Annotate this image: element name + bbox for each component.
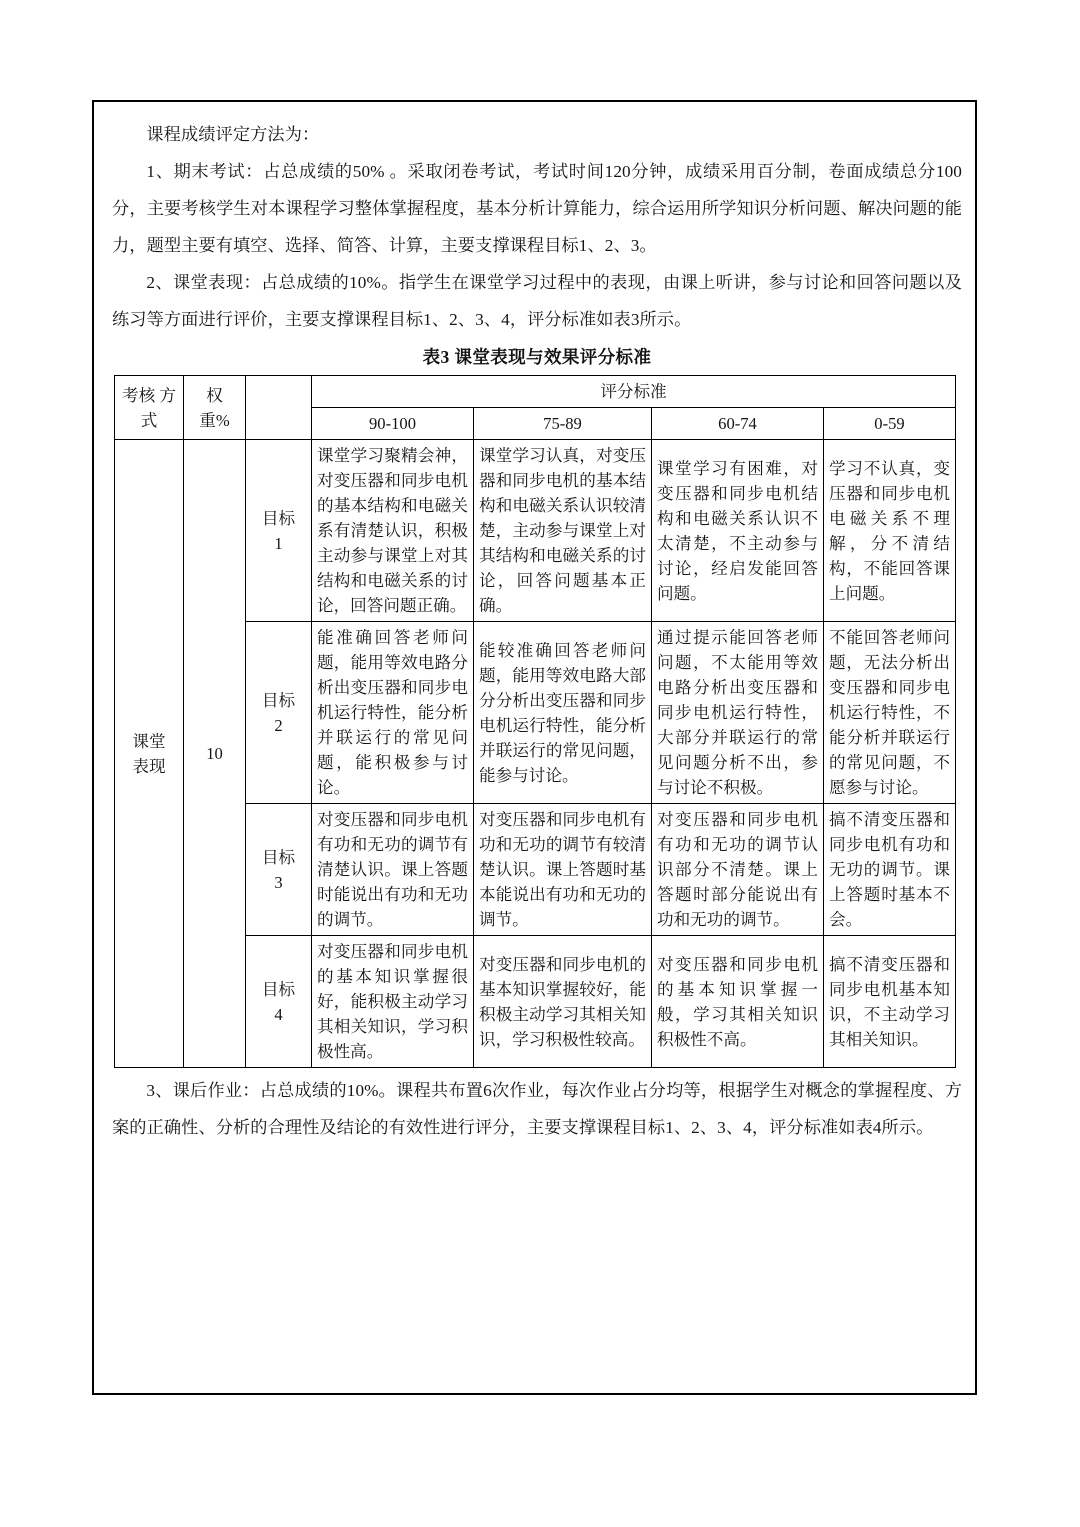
goal-3-number: 3 (274, 872, 283, 892)
table-caption: 表3 课堂表现与效果评分标准 (422, 347, 652, 367)
header-band-0-59: 0-59 (824, 408, 956, 440)
header-band-90-100: 90-100 (312, 408, 474, 440)
cell-goal3-band-75-89: 对变压器和同步电机有功和无功的调节有较清楚认识。课上答题时基本能说出有功和无功的调节。 (474, 804, 652, 936)
cell-goal2-band-60-74: 通过提示能回答老师问题，不太能用等效电路分析出变压器和同步电机运行特性，大部分并联运行的常见问题分析不出，参与讨论不积极。 (652, 622, 824, 804)
goal-1-number: 1 (274, 533, 283, 553)
cell-goal3-band-90-100: 对变压器和同步电机有功和无功的调节有清楚认识。课上答题时能说出有功和无功的调节。 (312, 804, 474, 936)
cell-goal3-band-60-74: 对变压器和同步电机有功和无功的调节认识部分不清楚。课上答题时部分能说出有功和无功的调节。 (652, 804, 824, 936)
method-line2: 表现 (132, 756, 166, 776)
header-weight-line1: 权 (206, 385, 223, 405)
document-page (92, 100, 977, 1395)
cell-goal4-band-60-74: 对变压器和同步电机的基本知识掌握一般，学习其相关知识积极性不高。 (652, 936, 824, 1068)
cell-goal1-band-90-100: 课堂学习聚精会神，对变压器和同步电机的基本结构和电磁关系有清楚认识，积极主动参与课堂上对其结构和电磁关系的讨论，回答问题正确。 (312, 440, 474, 622)
cell-goal2-band-90-100: 能准确回答老师问题，能用等效电路分析出变压器和同步电机运行特性，能分析并联运行的常见问题，能积极参与讨论。 (312, 622, 474, 804)
cell-goal4-band-0-59: 搞不清变压器和同步电机基本知识，不主动学习其相关知识。 (824, 936, 956, 1068)
cell-goal1-band-75-89: 课堂学习认真，对变压器和同步电机的基本结构和电磁关系认识较清楚，主动参与课堂上对其结构和电磁关系的讨论，回答问题基本正确。 (474, 440, 652, 622)
header-goal-blank (246, 376, 312, 440)
goal-1-label: 目标 (261, 508, 296, 528)
cell-goal-2 (246, 622, 312, 804)
cell-goal1-band-0-59: 学习不认真，变压器和同步电机电磁关系不理解，分不清结构，不能回答课上问题。 (824, 440, 956, 622)
paragraph-class-performance: 2、课堂表现：占总成绩的10%。指学生在课堂学习过程中的表现，由课上听讲，参与讨论和回答问题以及练习等方面进行评价，主要支撑课程目标1、2、3、4，评分标准如表3所示。 (112, 273, 962, 329)
header-band-75-89: 75-89 (474, 408, 652, 440)
cell-goal-3 (246, 804, 312, 936)
table-header-row-1 (115, 376, 956, 408)
cell-goal3-band-0-59: 搞不清变压器和同步电机有功和无功的调节。课上答题时基本不会。 (824, 804, 956, 936)
page-content (112, 114, 962, 1146)
method-line1: 课堂 (132, 731, 166, 751)
goal-4-number: 4 (274, 1004, 283, 1024)
cell-goal-4 (246, 936, 312, 1068)
header-assessment-method (115, 376, 184, 440)
cell-goal4-band-75-89: 对变压器和同步电机的基本知识掌握较好，能积极主动学习其相关知识，学习积极性较高。 (474, 936, 652, 1068)
goal-2-label: 目标 (261, 690, 296, 710)
header-method-line1: 考核 (122, 385, 156, 405)
intro-lead-paragraph: 课程成绩评定方法为： (146, 125, 320, 144)
cell-goal1-band-60-74: 课堂学习有困难，对变压器和同步电机结构和电磁关系认识不太清楚，不主动参与讨论，经启发能回答问题。 (652, 440, 824, 622)
goal-2-number: 2 (274, 715, 283, 735)
paragraph-homework: 3、课后作业：占总成绩的10%。课程共布置6次作业，每次作业占分均等，根据学生对概念的掌握程度、方案的正确性、分析的合理性及结论的有效性进行评分，主要支撑课程目标1、2、3、4，评分标准如表4所示。 (112, 1081, 962, 1137)
header-weight (184, 376, 246, 440)
goal-3-label: 目标 (261, 847, 296, 867)
header-criteria-group: 评分标准 (312, 376, 956, 408)
cell-goal4-band-90-100: 对变压器和同步电机的基本知识掌握很好，能积极主动学习其相关知识，学习积极性高。 (312, 936, 474, 1068)
header-method-line2: 方式 (140, 385, 176, 430)
header-weight-line2: 重% (199, 410, 230, 430)
cell-goal-1 (246, 440, 312, 622)
cell-weight-value: 10 (184, 440, 246, 1068)
table-row (115, 440, 956, 622)
header-band-60-74: 60-74 (652, 408, 824, 440)
rubric-table (114, 375, 956, 1068)
paragraph-final-exam: 1、期末考试：占总成绩的50% 。采取闭卷考试，考试时间120分钟，成绩采用百分制，卷面成绩总分100分，主要考核学生对本课程学习整体掌握程度，基本分析计算能力，综合运用所学知识分析问题、解决问题的能力，题型主要有填空、选择、简答、计算，主要支撑课程目标1、2、3。 (112, 162, 962, 255)
goal-4-label: 目标 (261, 979, 296, 999)
cell-goal2-band-75-89: 能较准确回答老师问题，能用等效电路大部分分析出变压器和同步电机运行特性，能分析并联运行的常见问题，能参与讨论。 (474, 622, 652, 804)
cell-goal2-band-0-59: 不能回答老师问题，无法分析出变压器和同步电机运行特性，不能分析并联运行的常见问题，不愿参与讨论。 (824, 622, 956, 804)
cell-assessment-method (115, 440, 184, 1068)
